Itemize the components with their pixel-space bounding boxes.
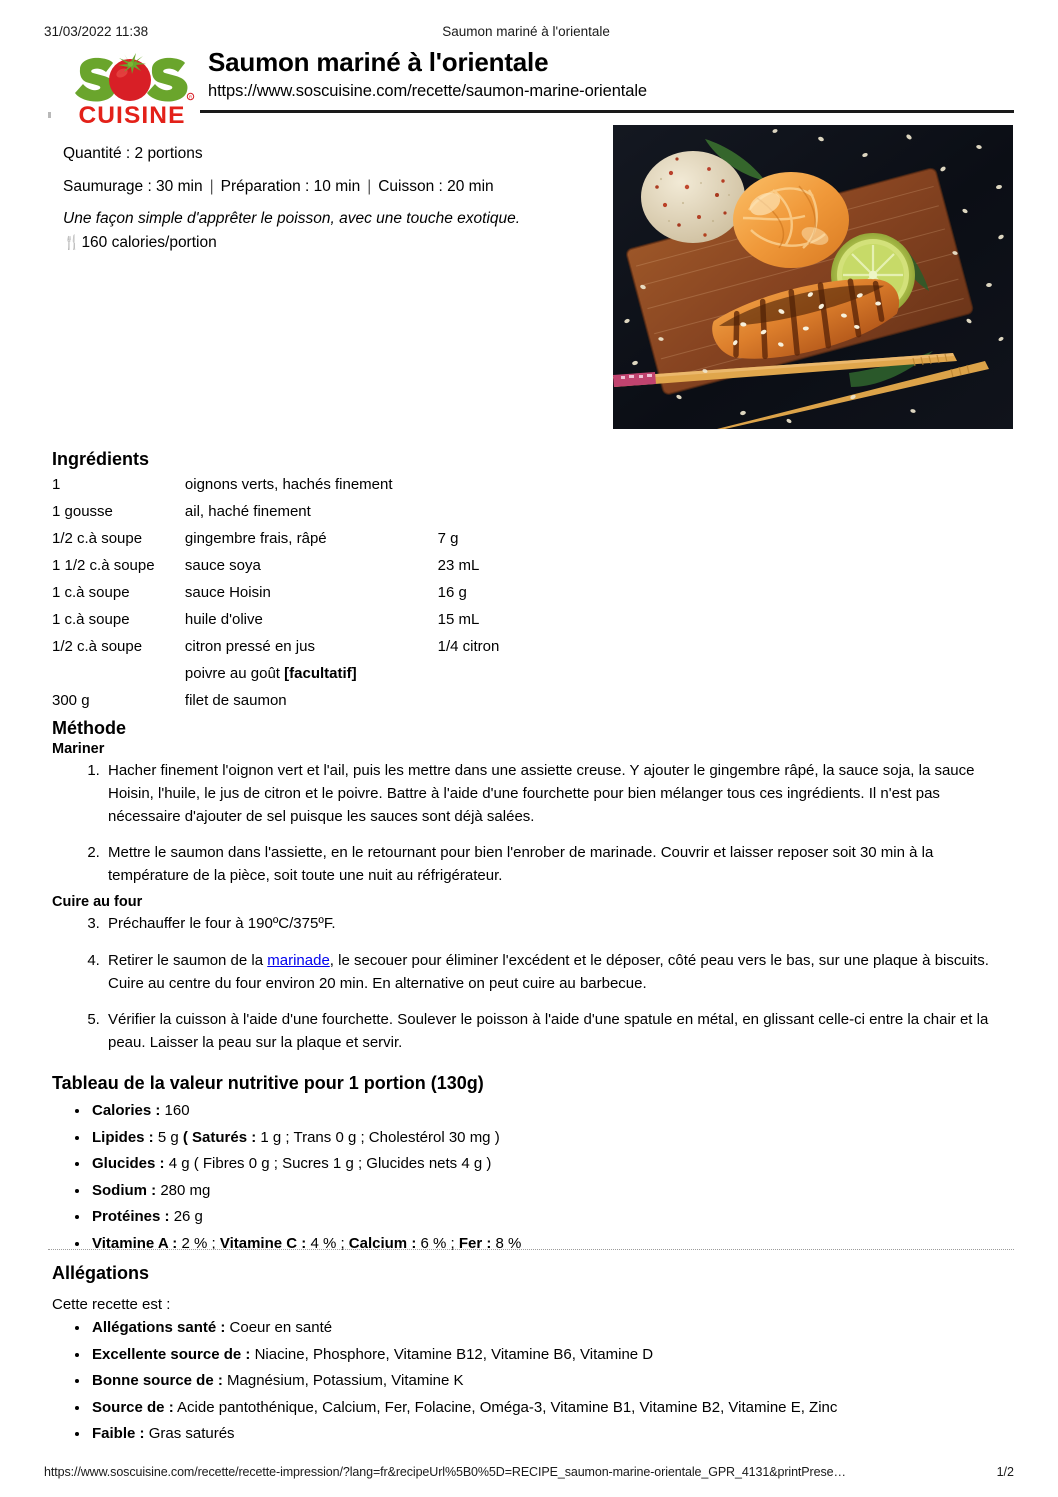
meta-time-marinate: Saumurage : 30 min — [63, 177, 203, 195]
meta-description: Une façon simple d'apprêter le poisson, avec une touche exotique. — [63, 210, 521, 227]
table-row — [52, 661, 612, 688]
ingredient-metric — [438, 472, 612, 499]
meta-time-cook: Cuisson : 20 min — [378, 177, 494, 195]
nutrition-label: Sodium : — [92, 1181, 157, 1199]
ingredients-heading: Ingrédients — [52, 449, 150, 469]
table-row — [52, 526, 612, 553]
section-divider — [48, 1249, 1014, 1250]
table-row — [52, 634, 612, 661]
nutrition-label: Calories : — [92, 1102, 161, 1119]
ingredient-metric: 23 mL — [437, 557, 480, 575]
recipe-photo — [613, 125, 1013, 429]
recipe-meta — [63, 146, 603, 251]
method-subheading-cuire: Cuire au four — [52, 894, 143, 910]
nutrition-value: 6 % ; — [420, 1234, 455, 1252]
ingredient-qty: 1 c.à soupe — [52, 611, 130, 629]
list-item — [90, 1426, 837, 1441]
list-item — [90, 1209, 521, 1224]
ingredient-metric — [438, 499, 612, 526]
method-steps-cuire — [52, 913, 1012, 1055]
ingredient-metric: 15 mL — [437, 611, 480, 629]
nutrition-label: Fer : — [458, 1234, 492, 1252]
nutrition-value: 160 — [164, 1102, 190, 1119]
list-item: 5. Vérifier la cuisson à l'aide d'une fourchette. Soulever le poisson à l'aide d'une spatule en métal, en glissant celle-ci entre la chair et la peau. Laisser la peau sur la plaque et servir. — [104, 1009, 1012, 1055]
method-steps-mariner — [52, 760, 1012, 888]
ingredient-metric: 16 g — [437, 584, 467, 602]
meta-calories-text: 160 calories/portion — [81, 233, 217, 251]
nutrition-label: Lipides : — [92, 1128, 154, 1146]
allegations-heading: Allégations — [52, 1263, 150, 1283]
list-item — [90, 1156, 521, 1171]
ingredient-qty: 1/2 c.à soupe — [52, 638, 143, 656]
table-row — [52, 472, 612, 499]
ingredient-name: sauce soya — [184, 557, 261, 575]
allegation-label: Source de : — [92, 1398, 174, 1416]
allegation-label: Bonne source de : — [92, 1372, 223, 1389]
ingredient-name: gingembre frais, râpé — [184, 530, 327, 548]
nutrition-value: 4 % ; — [310, 1234, 345, 1252]
ingredient-name-optional — [185, 661, 438, 688]
allegations-list — [52, 1320, 837, 1441]
nutrition-subvalue: 1 g ; Trans 0 g ; Cholestérol 30 mg ) — [260, 1128, 500, 1146]
meta-time-prep: Préparation : 10 min — [220, 177, 361, 195]
list-item: 1. Hacher finement l'oignon vert et l'ail, puis les mettre dans une assiette creuse. Y ajouter le gingembre râpé, la sauce soja, la sauce Hoisin, l'huile, le jus de citron et le poivre. Battre à l'aide d'une fourchette pour bien mélanger tous ces ingrédients. Il n'est pas nécessaire d'ajouter de sel puisque les sauces sont déjà salées. — [104, 760, 1012, 828]
step-text-before: Retirer le saumon de la — [108, 951, 268, 969]
ingredient-metric — [438, 661, 612, 688]
print-footer — [0, 1465, 1058, 1479]
nutrition-value: 4 g ( Fibres 0 g ; Sucres 1 g ; Glucides nets 4 g ) — [168, 1155, 492, 1172]
meta-quantity: Quantité : 2 portions — [63, 145, 203, 162]
ingredient-name: sauce Hoisin — [184, 584, 271, 602]
method-heading: Méthode — [52, 718, 126, 738]
table-row — [52, 607, 612, 634]
ingredient-name: citron pressé en jus — [184, 638, 315, 656]
allegation-label: Allégations santé : — [92, 1319, 226, 1336]
table-row — [52, 553, 612, 580]
list-item — [90, 1400, 837, 1415]
allegation-value: Niacine, Phosphore, Vitamine B12, Vitamine B6, Vitamine D — [254, 1345, 654, 1363]
allegations-intro: Cette recette est : — [52, 1296, 171, 1313]
ingredient-qty: 1 1/2 c.à soupe — [52, 557, 155, 575]
list-item — [90, 1347, 837, 1362]
print-footer-page: 1/2 — [996, 1465, 1014, 1479]
ingredient-name: filet de saumon — [184, 692, 287, 710]
allegation-value: Magnésium, Potassium, Vitamine K — [227, 1372, 464, 1389]
allegation-value: Coeur en santé — [229, 1319, 333, 1336]
list-item — [90, 1373, 837, 1388]
svg-text:CUISINE: CUISINE — [78, 102, 186, 127]
ingredient-name-text: poivre au goût — [184, 665, 280, 683]
allegation-label: Faible : — [92, 1425, 145, 1442]
ingredient-qty: 1 — [52, 476, 61, 494]
meta-separator-1: | — [209, 177, 214, 195]
ingredient-name: oignons verts, hachés finement — [184, 476, 393, 494]
table-row — [52, 580, 612, 607]
ingredient-qty — [52, 661, 185, 688]
meta-separator-2: | — [367, 177, 372, 195]
brand-header — [48, 48, 1014, 126]
stray-mark — [48, 112, 51, 118]
list-item — [90, 1103, 521, 1118]
nutrition-label: Glucides : — [92, 1155, 165, 1172]
recipe-title-block — [208, 48, 647, 103]
nutrition-label: Vitamine C : — [219, 1234, 307, 1252]
print-header — [0, 24, 1058, 39]
soscuisine-logo — [74, 51, 196, 127]
nutrition-label: Protéines : — [92, 1208, 170, 1225]
ingredient-qty: 300 g — [52, 692, 90, 710]
step-text-after: , le secouer pour éliminer l'excédent et le déposer, côté peau vers le bas, sur une plaque à biscuits. Cuire au centre du four environ 20 min. En alternative on peut cuire au barbecue. — [108, 951, 989, 992]
nutrition-list — [52, 1103, 521, 1251]
allegation-label: Excellente source de : — [92, 1345, 251, 1363]
nutrition-heading: Tableau de la valeur nutritive pour 1 portion (130g) — [52, 1073, 484, 1093]
nutrition-label: Calcium : — [348, 1234, 417, 1252]
recipe-url[interactable]: https://www.soscuisine.com/recette/saumon-marine-orientale — [208, 82, 647, 101]
allegation-value: Acide pantothénique, Calcium, Fer, Folacine, Oméga-3, Vitamine B1, Vitamine B2, Vitamine E, Zinc — [177, 1398, 838, 1416]
list-item — [104, 950, 1012, 996]
print-header-title: Saumon mariné à l'orientale — [442, 24, 610, 39]
marinade-link[interactable]: marinade — [267, 951, 330, 969]
meta-calories — [63, 234, 603, 251]
ingredient-metric: 1/4 citron — [437, 638, 500, 656]
page-title: Saumon mariné à l'orientale — [208, 47, 549, 77]
ingredient-qty: 1 gousse — [52, 503, 113, 521]
method-subheading-mariner: Mariner — [52, 741, 105, 757]
print-footer-url: https://www.soscuisine.com/recette/recette-impression/?lang=fr&recipeUrl%5B0%5D=RECIPE_saumon-marine-orientale_GPR_4131&printPrese… — [44, 1465, 846, 1479]
ingredient-qty: 1 c.à soupe — [52, 584, 130, 602]
nutrition-value: 26 g — [173, 1208, 203, 1225]
ingredient-metric — [438, 688, 612, 715]
ingredient-qty: 1/2 c.à soupe — [52, 530, 143, 548]
ingredient-name: ail, haché finement — [184, 503, 311, 521]
list-item — [90, 1183, 521, 1198]
list-item: 3. Préchauffer le four à 190ºC/375ºF. — [104, 913, 1012, 936]
nutrition-value: 5 g — [157, 1128, 179, 1146]
nutrition-label: Vitamine A : — [92, 1234, 178, 1252]
allegation-value: Gras saturés — [148, 1425, 235, 1442]
fork-knife-icon: 🍴 — [63, 233, 81, 250]
header-divider — [200, 110, 1014, 113]
ingredient-name: huile d'olive — [184, 611, 263, 629]
nutrition-value: 2 % ; — [181, 1234, 216, 1252]
ingredient-metric: 7 g — [437, 530, 459, 548]
meta-times — [63, 179, 603, 195]
print-header-date: 31/03/2022 11:38 — [44, 24, 149, 39]
nutrition-value: 280 mg — [160, 1181, 211, 1199]
ingredients-table — [52, 472, 612, 715]
nutrition-value: 8 % — [495, 1234, 522, 1252]
list-item — [90, 1320, 837, 1335]
svg-text:R: R — [188, 94, 193, 100]
nutrition-sublabel: ( Saturés : — [182, 1128, 257, 1146]
print-header-spacer — [904, 24, 1014, 39]
table-row — [52, 499, 612, 526]
ingredient-optional-tag: [facultatif] — [284, 665, 357, 683]
list-item — [90, 1130, 521, 1145]
table-row — [52, 688, 612, 715]
list-item: 2. Mettre le saumon dans l'assiette, en le retournant pour bien l'enrober de marinade. Couvrir et laisser reposer soit 30 min à la température de la pièce, soit toute une nuit au réfrigérateur. — [104, 842, 1012, 888]
